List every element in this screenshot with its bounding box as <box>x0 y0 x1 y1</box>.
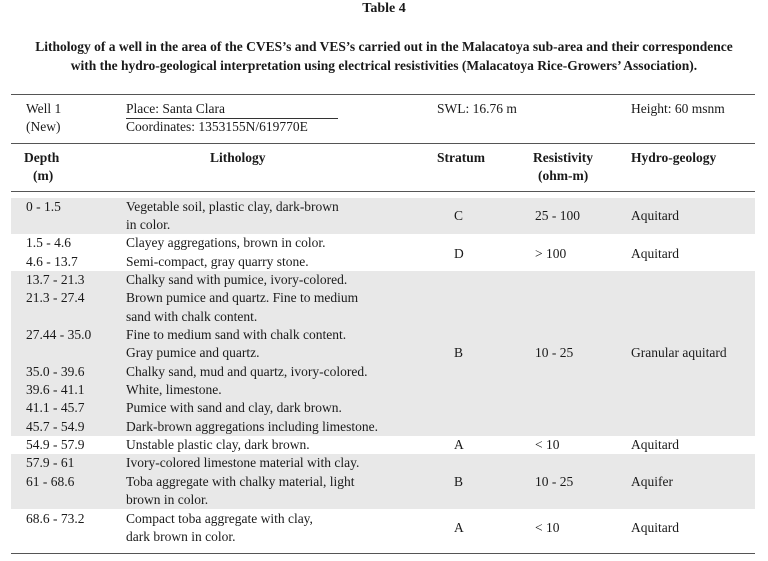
resistivity-cell: 25 - 100 <box>535 208 580 223</box>
well-coordinates: Coordinates: 1353155N/619770E <box>126 119 308 134</box>
depth-cell: 0 - 1.5 <box>26 199 61 214</box>
table-caption <box>0 37 768 75</box>
depth-cell: 21.3 - 27.4 <box>26 290 85 305</box>
header-depth-unit: (m) <box>33 168 54 183</box>
lithology-cell: Brown pumice and quartz. Fine to medium <box>126 290 359 305</box>
lithology-cell: Ivory-colored limestone material with clay. <box>126 455 360 470</box>
lithology-cell-cont: sand with chalk content. <box>126 309 258 324</box>
depth-cell: 57.9 - 61 <box>26 455 75 470</box>
lithology-cell-cont: brown in color. <box>126 492 209 507</box>
table-title: Table 4 <box>362 1 406 16</box>
lithology-cell: Clayey aggregations, brown in color. <box>126 235 326 250</box>
hydro-cell: Aquifer <box>631 474 673 489</box>
stratum-cell: B <box>454 474 464 489</box>
header-bottom-rule <box>11 191 755 192</box>
lithology-cell: Pumice with sand and clay, dark brown. <box>126 400 342 415</box>
header-resistivity-unit: (ohm-m) <box>538 168 589 183</box>
resistivity-cell: < 10 <box>535 520 560 535</box>
well-name: Well 1 <box>26 101 62 116</box>
header-resistivity: Resistivity <box>533 150 593 165</box>
well-swl: SWL: 16.76 m <box>437 101 517 116</box>
lithology-cell: Chalky sand with pumice, ivory-colored. <box>126 272 348 287</box>
hydro-cell: Aquitard <box>631 246 679 261</box>
header-lithology: Lithology <box>210 150 266 165</box>
well-height: Height: 60 msnm <box>631 101 725 116</box>
caption-line-2: with the hydro-geological interpretation using electrical resistivities (Malacatoya Rice-Growers’ Association). <box>70 58 698 73</box>
hydro-cell: Aquitard <box>631 208 679 223</box>
lithology-cell: Toba aggregate with chalky material, light <box>126 474 355 489</box>
lithology-cell-cont: Gray pumice and quartz. <box>126 345 260 360</box>
depth-cell: 35.0 - 39.6 <box>26 364 85 379</box>
depth-cell: 27.44 - 35.0 <box>26 327 92 342</box>
lithology-cell: White, limestone. <box>126 382 222 397</box>
resistivity-cell: < 10 <box>535 437 560 452</box>
depth-cell: 45.7 - 54.9 <box>26 419 85 434</box>
caption-line-1: Lithology of a well in the area of the CVES’s and VES’s carried out in the Malacatoya sub-area and their correspondence <box>35 39 733 54</box>
header-stratum: Stratum <box>437 150 485 165</box>
resistivity-cell: 10 - 25 <box>535 345 574 360</box>
resistivity-cell: > 100 <box>535 246 567 261</box>
stratum-cell: B <box>454 345 464 360</box>
depth-cell: 54.9 - 57.9 <box>26 437 85 452</box>
lithology-cell-cont: dark brown in color. <box>126 529 236 544</box>
resistivity-cell: 10 - 25 <box>535 474 574 489</box>
depth-cell: 68.6 - 73.2 <box>26 511 85 526</box>
depth-cell: 13.7 - 21.3 <box>26 272 85 287</box>
stratum-cell: A <box>454 520 464 535</box>
stratum-cell: A <box>454 437 464 452</box>
lithology-cell: Semi-compact, gray quarry stone. <box>126 254 309 269</box>
depth-cell: 39.6 - 41.1 <box>26 382 85 397</box>
top-rule <box>11 94 755 95</box>
bottom-rule <box>11 553 755 554</box>
well-status: (New) <box>26 119 61 134</box>
hydro-cell: Granular aquitard <box>631 345 727 360</box>
stratum-cell: C <box>454 208 464 223</box>
depth-cell: 61 - 68.6 <box>26 474 75 489</box>
depth-cell: 41.1 - 45.7 <box>26 400 85 415</box>
header-depth: Depth <box>24 150 60 165</box>
lithology-cell: Chalky sand, mud and quartz, ivory-colored. <box>126 364 368 379</box>
depth-cell: 4.6 - 13.7 <box>26 254 78 269</box>
depth-cell: 1.5 - 4.6 <box>26 235 71 250</box>
lithology-cell: Compact toba aggregate with clay, <box>126 511 313 526</box>
lithology-cell: Fine to medium sand with chalk content. <box>126 327 347 342</box>
lithology-cell-cont: in color. <box>126 217 171 232</box>
lithology-cell: Unstable plastic clay, dark brown. <box>126 437 310 452</box>
lithology-cell: Dark-brown aggregations including limestone. <box>126 419 378 434</box>
stratum-cell: D <box>454 246 464 261</box>
lithology-cell: Vegetable soil, plastic clay, dark-brown <box>126 199 339 214</box>
header-top-rule <box>11 143 755 144</box>
header-hydro-geology: Hydro-geology <box>631 150 717 165</box>
hydro-cell: Aquitard <box>631 520 679 535</box>
hydro-cell: Aquitard <box>631 437 679 452</box>
well-place: Place: Santa Clara <box>126 101 225 116</box>
